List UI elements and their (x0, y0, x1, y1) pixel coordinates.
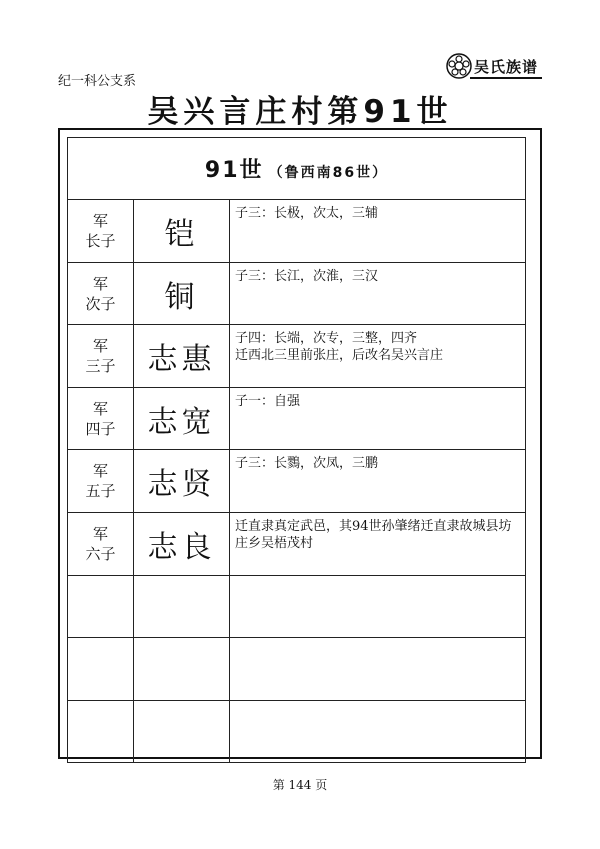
person-name: 铠 (134, 200, 230, 263)
relation-cell (68, 576, 134, 638)
relation-cell (68, 200, 134, 263)
table-row (68, 701, 526, 763)
person-name: 志贤 (134, 450, 230, 513)
brand-title: 吴氏族谱 (474, 58, 539, 76)
descendant-note (230, 576, 526, 638)
generation-main: 91世 (204, 158, 264, 183)
relation-cell (68, 450, 134, 513)
person-name (134, 576, 230, 638)
table-row (68, 325, 526, 388)
table-row (68, 638, 526, 701)
brand-underline (470, 77, 542, 79)
birth-order: 四子 (85, 419, 116, 438)
father-name: 军 (92, 525, 108, 543)
person-name: 志惠 (134, 325, 230, 388)
descendant-note: 子三：长江，次淮，三汉 (230, 263, 526, 325)
descendant-note (230, 701, 526, 763)
relation-cell (68, 388, 134, 450)
table-row (68, 450, 526, 513)
birth-order: 次子 (85, 294, 116, 313)
clan-emblem-icon (446, 53, 472, 79)
father-name: 军 (92, 212, 108, 230)
person-name: 铜 (134, 263, 230, 325)
father-name: 军 (92, 399, 108, 418)
table-row (68, 200, 526, 263)
relation-cell (68, 513, 134, 576)
table-row (68, 576, 526, 638)
generation-sub: （鲁西南86世） (268, 165, 389, 181)
descendant-note: 子四：长端，次专，三整，四齐 迁西北三里前张庄，后改名吴兴言庄 (230, 325, 526, 388)
person-name (134, 701, 230, 763)
father-name: 军 (92, 462, 108, 480)
relation-cell (68, 325, 134, 388)
brand-badge (446, 52, 542, 80)
genealogy-table (67, 137, 526, 763)
birth-order: 长子 (85, 232, 116, 250)
descendant-note: 子三：长鷚，次凤，三鹏 (230, 450, 526, 513)
descendant-note (230, 638, 526, 701)
table-row (68, 513, 526, 576)
table-header-row (68, 138, 526, 200)
table-row (68, 263, 526, 325)
father-name: 军 (92, 337, 108, 355)
branch-label: 纪一科公支系 (58, 74, 137, 89)
person-name (134, 638, 230, 701)
birth-order: 三子 (85, 357, 116, 375)
person-name: 志宽 (134, 388, 230, 450)
descendant-note: 迁直隶真定武邑，其94世孙肇绪迁直隶故城县坊庄乡吴梧茂村 (230, 513, 526, 576)
father-name: 军 (92, 274, 108, 293)
relation-cell (68, 263, 134, 325)
generation-header (68, 138, 526, 200)
descendant-note: 子一：自强 (230, 388, 526, 450)
birth-order: 五子 (85, 482, 116, 500)
page-title: 吴兴言庄村第91世 (147, 94, 453, 130)
birth-order: 六子 (85, 545, 116, 563)
descendant-note: 子三：长极，次太，三辅 (230, 200, 526, 263)
table-row (68, 388, 526, 450)
relation-cell (68, 638, 134, 701)
relation-cell (68, 701, 134, 763)
person-name: 志良 (134, 513, 230, 576)
page-number: 第 144 页 (272, 778, 328, 792)
